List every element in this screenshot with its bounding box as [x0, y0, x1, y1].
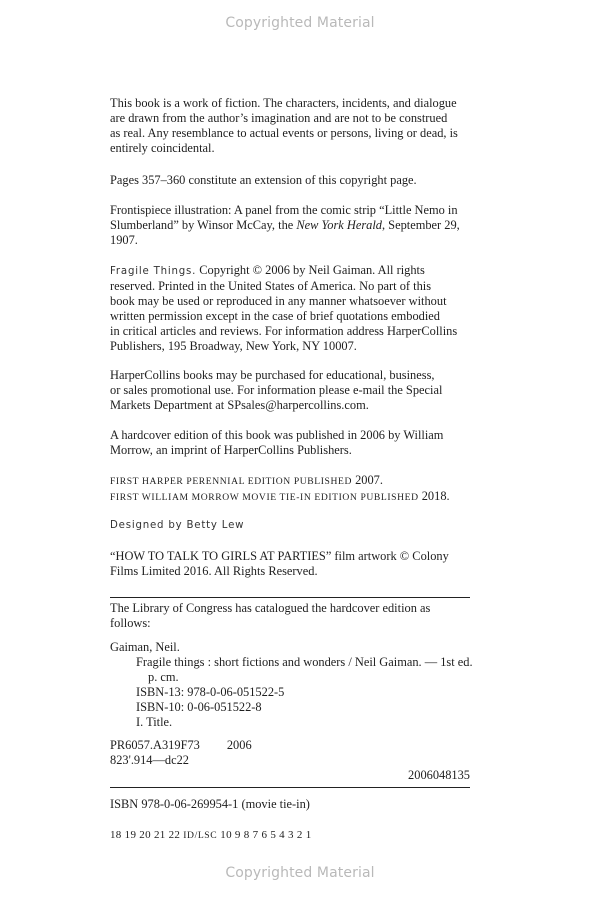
cip-pcm: p. cm. — [148, 670, 179, 684]
pages-note: Pages 357–360 constitute an extension of this copyright page. — [110, 173, 417, 187]
edition-history — [110, 473, 475, 505]
copyright-page — [110, 0, 475, 898]
cip-top-rule — [110, 597, 470, 598]
frontispiece-credit — [110, 203, 475, 248]
fiction-notice: This book is a work of fiction. The characters, incidents, and dialogue are drawn from the author’s imagination and are not to be construed as real. Any resemblance to actual events or persons, living or dead, is entirely coincidental. — [110, 96, 458, 156]
cip-dewey: 823'.914—dc22 — [110, 753, 189, 767]
cip-isbn13: ISBN-13: 978-0-06-051522-5 — [136, 685, 285, 699]
cip-intro: The Library of Congress has catalogued the hardcover edition as follows: — [110, 601, 431, 631]
designer-credit: Designed by Betty Lew — [110, 520, 245, 531]
printing-line — [110, 828, 475, 843]
frontispiece-line1: Frontispiece illustration: A panel from the comic strip “Little Nemo in — [110, 203, 458, 217]
cip-classification — [110, 738, 475, 753]
sales-notice: HarperCollins books may be purchased for educational, business, or sales promotional use. For information please e-mail the Special Markets Department at SPsales@harpercollins.com. — [110, 368, 443, 413]
watermark-top: Copyrighted Material — [225, 15, 375, 31]
cip-class-year: 2006 — [226, 738, 252, 752]
cip-lccn: 2006048135 — [408, 768, 470, 782]
frontispiece-line2a: Slumberland” by Winsor McCay, the — [110, 218, 297, 233]
edition-line1-label: FIRST HARPER PERENNIAL EDITION PUBLISHED — [110, 476, 352, 487]
watermark-bottom: Copyrighted Material — [225, 865, 375, 881]
edition-line2-label: FIRST WILLIAM MORROW MOVIE TIE-IN EDITION PUBLISHED — [110, 492, 419, 504]
cip-bottom-rule — [110, 787, 470, 788]
copyright-first-line: Copyright © 2006 by Neil Gaiman. All rights — [196, 263, 425, 277]
book-title: Fragile Things. — [110, 266, 197, 277]
cip-title-line: Fragile things : short fictions and wonders / Neil Gaiman. — 1st ed. — [136, 655, 473, 669]
edition-line1-year: 2007. — [352, 473, 383, 487]
copyright-rest: reserved. Printed in the United States of America. No part of this book may be used or reproduced in any manner whatsoever without written permission except in the case of brief quotations embodied in critical articles and reviews. For information address HarperCollins Publishers, 195 Broadway, New York, NY 10007. — [110, 279, 458, 354]
copyright-notice — [110, 263, 475, 355]
printing-code: ID/LSC — [183, 830, 218, 841]
printing-years: 18 19 20 21 22 — [110, 829, 184, 841]
isbn-tie-in: ISBN 978-0-06-269954-1 (movie tie-in) — [110, 797, 310, 811]
cip-author: Gaiman, Neil. — [110, 640, 180, 654]
cip-title-entry: I. Title. — [136, 715, 173, 729]
frontispiece-line3: 1907. — [110, 233, 138, 248]
hardcover-notice: A hardcover edition of this book was published in 2006 by William Morrow, an imprint of HarperCollins Publishers. — [110, 428, 444, 458]
cip-class-number: PR6057.A319F73 — [110, 738, 200, 752]
newspaper-title: New York Herald — [296, 218, 382, 233]
frontispiece-line2b: , September 29, — [381, 218, 460, 233]
cip-isbn10: ISBN-10: 0-06-051522-8 — [136, 700, 262, 714]
edition-line2-year: 2018. — [418, 489, 450, 504]
printing-numbers: 10 9 8 7 6 5 4 3 2 1 — [217, 829, 312, 841]
film-artwork-credit: “HOW TO TALK TO GIRLS AT PARTIES” film artwork © Colony Films Limited 2016. All Rights Reserved. — [110, 549, 449, 579]
